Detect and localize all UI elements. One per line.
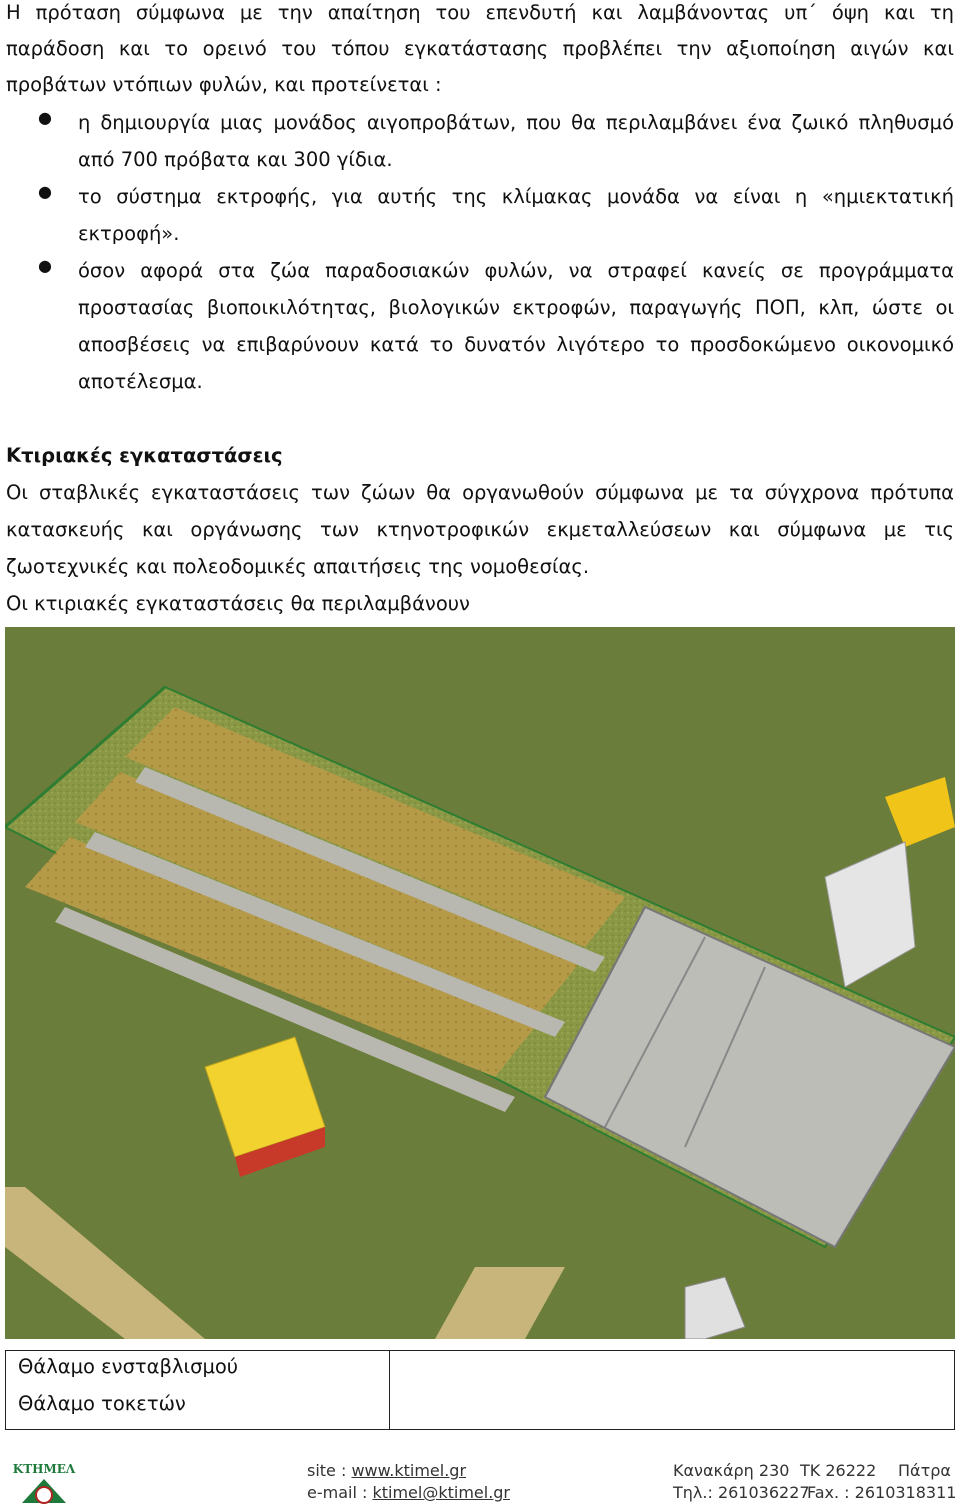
ktimel-logo [8,1459,80,1507]
bullet-text: όσον αφορά στα ζώα παραδοσιακών φυλών, να στραφεί κανείς σε προγράμματα [78,259,954,282]
logo-text: ΚΤΗΜΕΛ [12,1462,76,1476]
section-line: Οι σταβλικές εγκαταστάσεις των ζώων θα οργανωθούν σύμφωνα με τα σύγχρονα πρότυπα [6,481,954,504]
intro-line: παράδοση και το ορεινό του τόπου εγκατάστασης προβλέπει την αξιοποίηση αιγών και [6,37,954,60]
section-line: Οι κτιριακές εγκαταστάσεις θα περιλαμβάνουν [6,592,470,615]
footer-city: Πάτρα [898,1461,951,1480]
bullet-text: προστασίας βιοποικιλότητας, βιολογικών εκτροφών, παραγωγής ΠΟΠ, κλπ, ώστε οι [78,296,954,319]
section-line: κατασκευής και οργάνωσης των κτηνοτροφικών εκμεταλλεύσεων και σύμφωνα με τις [6,518,954,541]
site-link[interactable]: www.ktimel.gr [351,1461,467,1480]
bullet-text: αποσβέσεις να επιβαρύνουν κατά το δυνατόν λιγότερο το προσδοκώμενο οικονομικό [78,333,954,356]
rooms-table [5,1350,955,1430]
bullet-text: από 700 πρόβατα και 300 γίδια. [78,148,393,171]
bullet-text: εκτροφή». [78,222,180,245]
page-footer [0,1455,960,1509]
bullet-icon: ● [38,256,52,275]
footer-fax: Fax. : 2610318311 [807,1483,957,1502]
bullet-text: αποτέλεσμα. [78,370,203,393]
footer-site: site : www.ktimel.gr [307,1461,467,1480]
table-row: Θάλαμο ενσταβλισμού [18,1355,239,1378]
bullet-text: το σύστημα εκτροφής, για αυτής της κλίμακας μονάδα να είναι η «ημιεκτατική [78,185,954,208]
footer-email: e-mail : ktimel@ktimel.gr [307,1483,511,1502]
footer-phone: Τηλ.: 261036227 [673,1483,810,1502]
bullet-icon: ● [38,182,52,201]
bullet-icon: ● [38,108,52,127]
email-link[interactable]: ktimel@ktimel.gr [372,1483,511,1502]
farm-rendering-image [5,627,955,1339]
footer-address: Κανακάρη 230 [673,1461,790,1480]
footer-postcode: ΤΚ 26222 [800,1461,877,1480]
intro-line: Η πρόταση σύμφωνα με την απαίτηση του επενδυτή και λαμβάνοντας υπ΄ όψη και τη [6,1,954,24]
table-row: Θάλαμο τοκετών [18,1392,186,1415]
farm-rendering [5,627,955,1339]
intro-line: προβάτων ντόπιων φυλών, και προτείνεται : [6,73,442,96]
section-heading: Κτιριακές εγκαταστάσεις [6,444,283,467]
section-line: ζωοτεχνικές και πολεοδομικές απαιτήσεις της νομοθεσίας. [6,555,590,578]
bullet-text: η δημιουργία μιας μονάδος αιγοπροβάτων, που θα περιλαμβάνει ένα ζωικό πληθυσμό [78,111,954,134]
table-cell [6,1351,390,1429]
